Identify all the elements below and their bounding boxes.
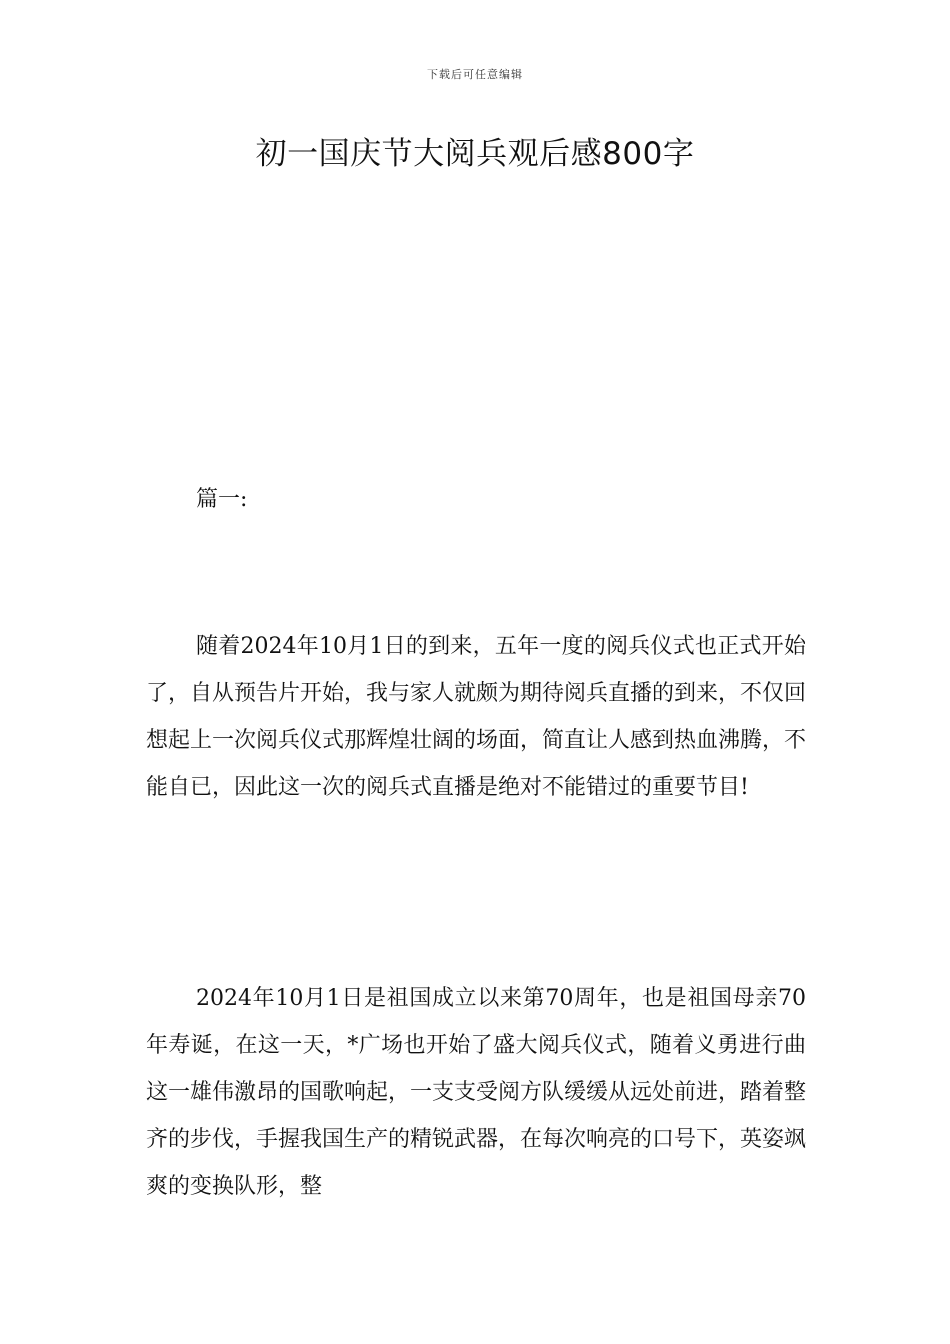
document-title: 初一国庆节大阅兵观后感800字	[255, 136, 695, 172]
header-note: 下载后可任意编辑	[427, 68, 523, 81]
section-heading: 篇一:	[196, 487, 248, 512]
paragraph-1: 随着2024年10月1日的到来，五年一度的阅兵仪式也正式开始了，自从预告片开始，我与家人就颇为期待阅兵直播的到来，不仅回想起上一次阅兵仪式那辉煌壮阔的场面，简直让人感到热血沸腾，不能自已，因此这一次的阅兵式直播是绝对不能错过的重要节目!	[146, 634, 807, 800]
paragraph-2: 2024年10月1日是祖国成立以来第70周年，也是祖国母亲70年寿诞，在这一天，*广场也开始了盛大阅兵仪式，随着义勇进行曲这一雄伟激昂的国歌响起，一支支受阅方队缓缓从远处前进，踏着整齐的步伐，手握我国生产的精锐武器，在每次响亮的口号下，英姿飒爽的变换队形，整	[146, 986, 807, 1199]
